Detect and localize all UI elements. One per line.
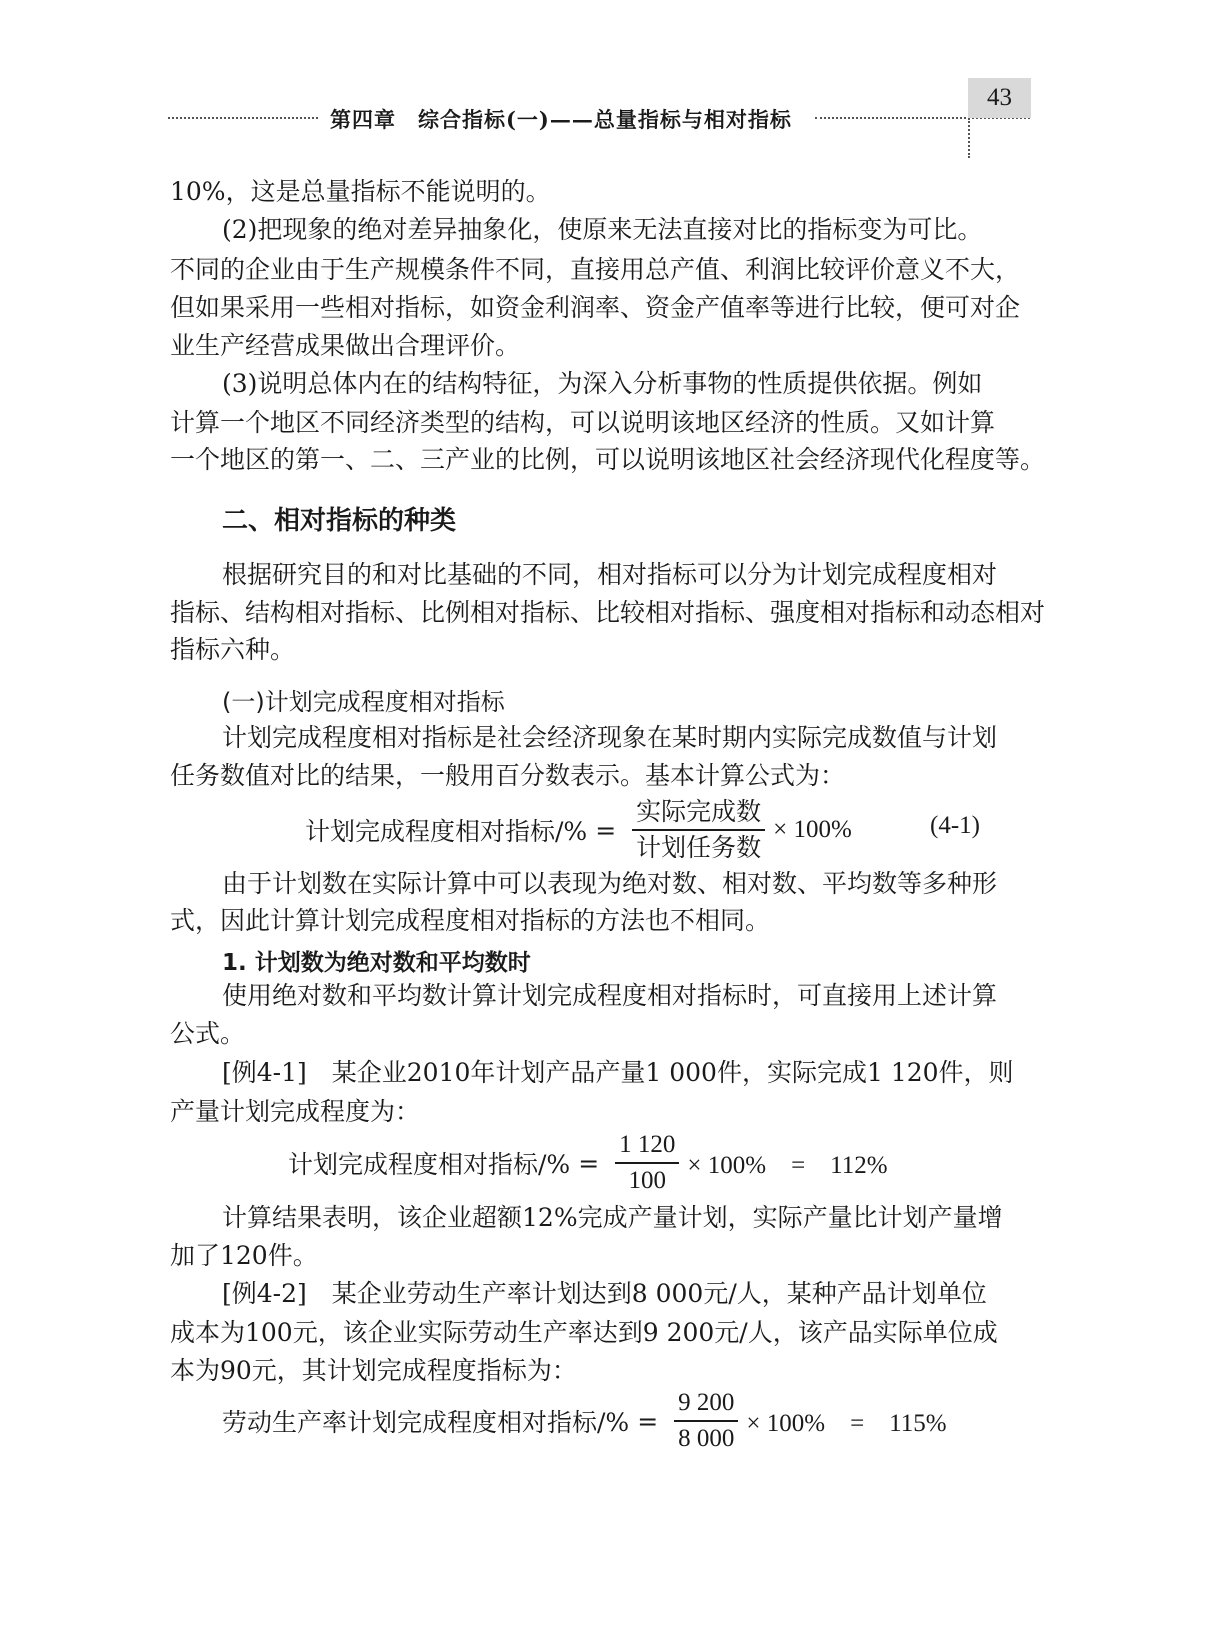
sub-sub-heading: 1. 计划数为绝对数和平均数时 <box>222 950 531 976</box>
paragraph-line: (2)把现象的绝对差异抽象化，使原来无法直接对比的指标变为可比。 <box>222 215 983 244</box>
formula-example-2 <box>222 1388 947 1454</box>
fraction <box>674 1388 738 1454</box>
fraction-numerator: 实际完成数 <box>632 797 765 831</box>
paragraph-line: (3)说明总体内在的结构特征，为深入分析事物的性质提供依据。例如 <box>222 369 983 398</box>
paragraph-line: 指标六种。 <box>170 635 296 664</box>
formula-lhs: 劳动生产率计划完成程度相对指标/% <box>222 1408 630 1437</box>
paragraph-line: 计算一个地区不同经济类型的结构，可以说明该地区经济的性质。又如计算 <box>170 408 996 437</box>
running-header: 第四章 综合指标(一)——总量指标与相对指标 <box>330 107 792 132</box>
fraction-numerator: 1 120 <box>615 1130 679 1164</box>
paragraph-line: 使用绝对数和平均数计算计划完成程度相对指标时，可直接用上述计算 <box>222 981 998 1010</box>
sub-heading: (一)计划完成程度相对指标 <box>222 688 505 716</box>
page-number: 43 <box>987 84 1012 111</box>
example-line: 产量计划完成程度为： <box>170 1097 421 1126</box>
paragraph-line: 计划完成程度相对指标是社会经济现象在某时期内实际完成数值与计划 <box>222 723 998 752</box>
example-line: 成本为100元，该企业实际劳动生产率达到9 200元/人，该产品实际单位成 <box>170 1318 998 1347</box>
fraction <box>615 1130 679 1196</box>
paragraph-line: 一个地区的第一、二、三产业的比例，可以说明该地区社会经济现代化程度等。 <box>170 445 1046 474</box>
fraction-numerator: 9 200 <box>674 1388 738 1422</box>
paragraph-line: 10%，这是总量指标不能说明的。 <box>170 177 551 206</box>
paragraph-line: 不同的企业由于生产规模条件不同，直接用总产值、利润比较评价意义不大， <box>170 255 1021 284</box>
section-heading: 二、相对指标的种类 <box>222 506 457 536</box>
paragraph-line: 计算结果表明，该企业超额12%完成产量计划，实际产量比计划产量增 <box>222 1203 1003 1232</box>
equals-sign: = <box>595 815 617 845</box>
fraction-denominator: 100 <box>628 1167 667 1194</box>
example-line: [例4-1] 某企业2010年计划产品产量1 000件，实际完成1 120件，则 <box>222 1058 1014 1087</box>
fraction-denominator: 8 000 <box>678 1425 735 1452</box>
equation-number: (4-1) <box>930 812 980 839</box>
paragraph-line: 根据研究目的和对比基础的不同，相对指标可以分为计划完成程度相对 <box>222 560 998 589</box>
formula-rhs: × 100% = 112% <box>687 1152 888 1179</box>
fraction <box>632 797 765 863</box>
header-rule-left <box>168 117 318 119</box>
paragraph-line: 任务数值对比的结果，一般用百分数表示。基本计算公式为： <box>170 761 846 790</box>
paragraph-line: 加了120件。 <box>170 1241 318 1270</box>
example-line: 本为90元，其计划完成程度指标为： <box>170 1356 577 1385</box>
paragraph-line: 业生产经营成果做出合理评价。 <box>170 331 521 360</box>
paragraph-line: 由于计划数在实际计算中可以表现为绝对数、相对数、平均数等多种形 <box>222 869 998 898</box>
fraction-denominator: 计划任务数 <box>636 833 762 862</box>
paragraph-line: 指标、结构相对指标、比例相对指标、比较相对指标、强度相对指标和动态相对 <box>170 598 1046 627</box>
page-number-rule <box>968 118 970 158</box>
formula-rhs: × 100% <box>773 816 852 843</box>
formula-example-1 <box>288 1130 888 1196</box>
paragraph-line: 式，因此计算计划完成程度相对指标的方法也不相同。 <box>170 906 771 935</box>
paragraph-line: 公式。 <box>170 1019 246 1048</box>
formula-lhs: 计划完成程度相对指标/% <box>305 817 588 846</box>
equals-sign: = <box>637 1406 659 1436</box>
formula-4-1 <box>305 797 852 863</box>
formula-rhs: × 100% = 115% <box>746 1410 947 1437</box>
equals-sign: = <box>578 1148 600 1178</box>
formula-lhs: 计划完成程度相对指标/% <box>288 1150 571 1179</box>
paragraph-line: 但如果采用一些相对指标，如资金利润率、资金产值率等进行比较，便可对企 <box>170 293 1021 322</box>
example-line: [例4-2] 某企业劳动生产率计划达到8 000元/人，某种产品计划单位 <box>222 1279 987 1308</box>
